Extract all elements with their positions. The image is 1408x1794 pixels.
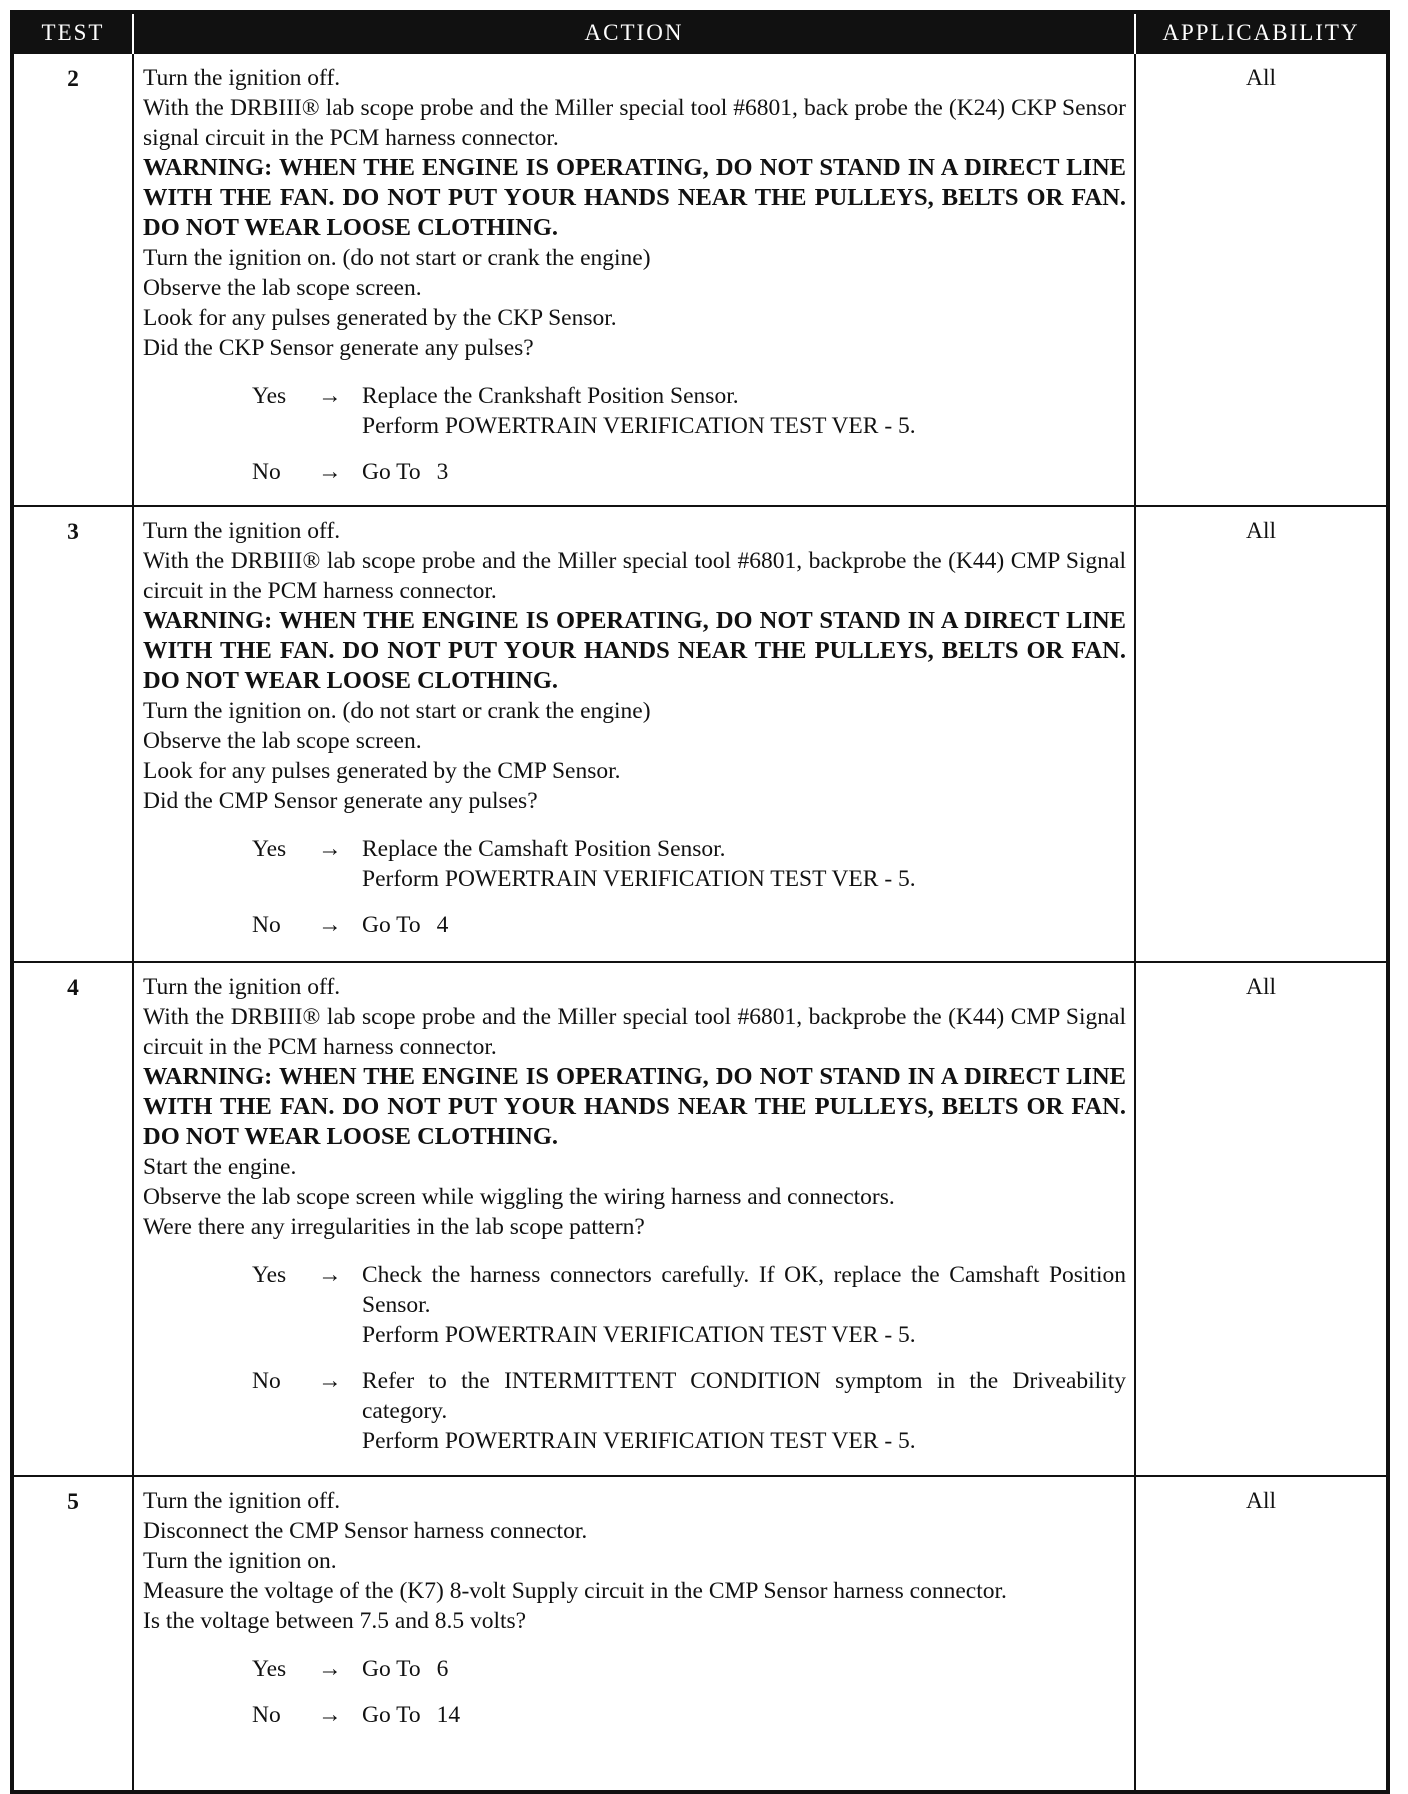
yes-result	[362, 1654, 1126, 1684]
right-arrow-icon: →	[318, 1262, 342, 1288]
test-number: 5	[12, 1476, 133, 1792]
table-body	[12, 53, 1388, 1792]
no-outcome	[252, 1700, 1126, 1730]
goto-instruction	[362, 1654, 1126, 1684]
action-step: Did the CKP Sensor generate any pulses?	[143, 335, 534, 361]
action-step: Look for any pulses generated by the CMP Sensor.	[143, 758, 621, 784]
warning-text: WARNING: WHEN THE ENGINE IS OPERATING, DO NOT STAND IN A DIRECT LINE WITH THE FAN. DO NOT PUT YOUR HANDS NEAR THE PULLEYS, BELTS OR FAN. DO NOT WEAR LOOSE CLOTHING.	[143, 154, 1126, 241]
action-step: Were there any irregularities in the lab scope pattern?	[143, 1214, 645, 1240]
action-cell	[133, 53, 1135, 506]
no-outcome	[252, 910, 1126, 940]
yes-result	[362, 834, 1126, 894]
right-arrow-icon: →	[318, 836, 342, 862]
right-arrow-icon: →	[318, 912, 342, 938]
action-step: Start the engine.	[143, 1154, 297, 1180]
action-step: With the DRBIII® lab scope probe and the Miller special tool #6801, backprobe the (K44) CMP Signal circuit in the PCM harness connector.	[143, 1004, 1126, 1060]
applicability-cell: All	[1135, 506, 1388, 962]
yes-outcome	[252, 1260, 1126, 1350]
goto-text: Go To	[362, 1656, 421, 1682]
header-test: TEST	[12, 12, 133, 53]
no-label: No	[252, 1702, 281, 1728]
test-number: 3	[12, 506, 133, 962]
action-step: Observe the lab scope screen.	[143, 728, 422, 754]
action-step: Observe the lab scope screen while wiggling the wiring harness and connectors.	[143, 1184, 895, 1210]
action-step: Did the CMP Sensor generate any pulses?	[143, 788, 538, 814]
result-step: Perform POWERTRAIN VERIFICATION TEST VER - 5.	[362, 413, 916, 439]
goto-test-number: 4	[436, 912, 449, 938]
no-label: No	[252, 459, 281, 485]
result-step: Perform POWERTRAIN VERIFICATION TEST VER - 5.	[362, 1428, 916, 1454]
right-arrow-icon: →	[318, 1656, 342, 1682]
action-step: Disconnect the CMP Sensor harness connector.	[143, 1518, 588, 1544]
result-step: Perform POWERTRAIN VERIFICATION TEST VER - 5.	[362, 866, 916, 892]
right-arrow-icon: →	[318, 383, 342, 409]
result-step: Refer to the INTERMITTENT CONDITION symptom in the Driveability category.	[362, 1368, 1126, 1424]
table-header	[12, 12, 1388, 53]
no-label: No	[252, 912, 281, 938]
table-row	[12, 53, 1388, 506]
goto-instruction	[362, 457, 1126, 487]
action-step: Turn the ignition off.	[143, 974, 341, 1000]
no-result	[362, 1700, 1126, 1730]
header-applicability: APPLICABILITY	[1135, 12, 1388, 53]
table-row	[12, 506, 1388, 962]
no-outcome	[252, 1366, 1126, 1456]
result-step: Perform POWERTRAIN VERIFICATION TEST VER - 5.	[362, 1322, 916, 1348]
no-result	[362, 457, 1126, 487]
header-action: ACTION	[133, 12, 1135, 53]
yes-outcome	[252, 834, 1126, 894]
table-row	[12, 962, 1388, 1476]
yes-label: Yes	[252, 1262, 287, 1288]
action-step: Look for any pulses generated by the CKP Sensor.	[143, 305, 617, 331]
action-step: Observe the lab scope screen.	[143, 275, 422, 301]
result-step: Replace the Crankshaft Position Sensor.	[362, 383, 739, 409]
action-step: With the DRBIII® lab scope probe and the Miller special tool #6801, backprobe the (K44) CMP Signal circuit in the PCM harness connector.	[143, 548, 1126, 604]
no-label: No	[252, 1368, 281, 1394]
yes-outcome	[252, 381, 1126, 441]
action-step: Turn the ignition on. (do not start or crank the engine)	[143, 698, 651, 724]
goto-test-number: 14	[436, 1702, 461, 1728]
goto-text: Go To	[362, 1702, 421, 1728]
no-outcome	[252, 457, 1126, 487]
goto-instruction	[362, 910, 1126, 940]
no-result	[362, 910, 1126, 940]
table-row	[12, 1476, 1388, 1792]
test-number: 2	[12, 53, 133, 506]
yes-label: Yes	[252, 383, 287, 409]
action-step: Turn the ignition on.	[143, 1548, 337, 1574]
goto-test-number: 6	[436, 1656, 449, 1682]
diagnostic-test-table	[10, 10, 1390, 1794]
action-step: Turn the ignition off.	[143, 1488, 341, 1514]
right-arrow-icon: →	[318, 1368, 342, 1394]
goto-text: Go To	[362, 912, 421, 938]
applicability-cell: All	[1135, 53, 1388, 506]
yes-label: Yes	[252, 836, 287, 862]
action-step: Turn the ignition on. (do not start or crank the engine)	[143, 245, 651, 271]
yes-result	[362, 381, 1126, 441]
yes-result	[362, 1260, 1126, 1350]
goto-instruction	[362, 1700, 1126, 1730]
applicability-cell: All	[1135, 1476, 1388, 1792]
applicability-cell: All	[1135, 962, 1388, 1476]
action-step: Turn the ignition off.	[143, 518, 341, 544]
test-number: 4	[12, 962, 133, 1476]
warning-text: WARNING: WHEN THE ENGINE IS OPERATING, DO NOT STAND IN A DIRECT LINE WITH THE FAN. DO NOT PUT YOUR HANDS NEAR THE PULLEYS, BELTS OR FAN. DO NOT WEAR LOOSE CLOTHING.	[143, 607, 1126, 694]
goto-test-number: 3	[436, 459, 449, 485]
right-arrow-icon: →	[318, 1702, 342, 1728]
yes-label: Yes	[252, 1656, 287, 1682]
right-arrow-icon: →	[318, 459, 342, 485]
action-step: Measure the voltage of the (K7) 8-volt Supply circuit in the CMP Sensor harness connector.	[143, 1578, 1007, 1604]
action-step: Turn the ignition off.	[143, 65, 341, 91]
no-result	[362, 1366, 1126, 1456]
action-cell	[133, 506, 1135, 962]
result-step: Check the harness connectors carefully. If OK, replace the Camshaft Position Sensor.	[362, 1262, 1126, 1318]
yes-outcome	[252, 1654, 1126, 1684]
result-step: Replace the Camshaft Position Sensor.	[362, 836, 726, 862]
warning-text: WARNING: WHEN THE ENGINE IS OPERATING, DO NOT STAND IN A DIRECT LINE WITH THE FAN. DO NOT PUT YOUR HANDS NEAR THE PULLEYS, BELTS OR FAN. DO NOT WEAR LOOSE CLOTHING.	[143, 1063, 1126, 1150]
action-cell	[133, 962, 1135, 1476]
action-step: With the DRBIII® lab scope probe and the Miller special tool #6801, back probe the (K24) CKP Sensor signal circuit in the PCM harness connector.	[143, 95, 1126, 151]
diagnostic-test-page	[10, 10, 1386, 1772]
action-step: Is the voltage between 7.5 and 8.5 volts?	[143, 1608, 527, 1634]
action-cell	[133, 1476, 1135, 1792]
goto-text: Go To	[362, 459, 421, 485]
